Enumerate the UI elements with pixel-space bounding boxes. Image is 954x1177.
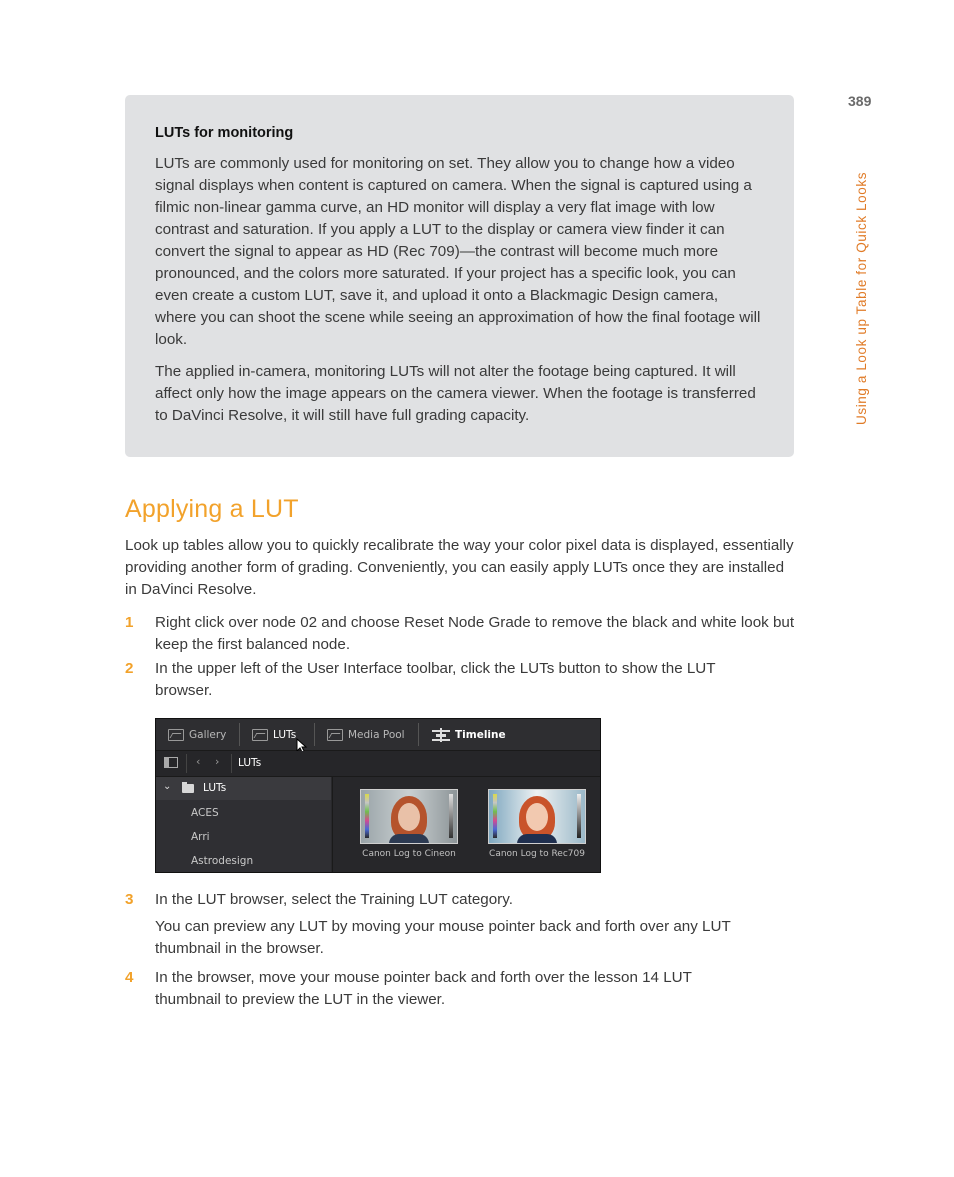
forward-arrow-icon[interactable]: › xyxy=(215,755,220,768)
callout-title: LUTs for monitoring xyxy=(155,125,294,141)
gallery-button[interactable] xyxy=(168,719,226,750)
tree-root-luts[interactable] xyxy=(156,777,331,800)
section-heading: Applying a LUT xyxy=(125,495,299,523)
toolbar-divider xyxy=(239,723,240,746)
step-number: 3 xyxy=(125,891,134,908)
luts-label: LUTs xyxy=(273,728,297,741)
step-3-note: You can preview any LUT by moving your mouse pointer back and forth over any LUT thumbnail in the browser. xyxy=(155,918,731,957)
pathbar-divider xyxy=(186,754,187,773)
callout-paragraph-2: The applied in-camera, monitoring LUTs will not alter the footage being captured. It will affect only how the image appears on the camera viewer. When the footage is transferred to DaVinci Resolve, it will still have full grading capacity. xyxy=(155,363,756,424)
tree-item-astrodesign[interactable]: Astrodesign xyxy=(191,855,254,867)
pathbar-divider xyxy=(231,754,232,773)
lut-thumbnail-canon-log-to-cineon[interactable] xyxy=(360,789,458,844)
scope-bar xyxy=(577,794,581,838)
step-3 xyxy=(125,889,795,911)
step-text: Right click over node 02 and choose Reset Node Grade to remove the black and white look but keep the first balanced node. xyxy=(155,614,795,653)
step-number: 2 xyxy=(125,660,134,677)
toolbar-divider xyxy=(418,723,419,746)
gallery-label: Gallery xyxy=(189,728,227,741)
section-intro: Look up tables allow you to quickly recalibrate the way your color pixel data is displayed, essentially providing another form of grading. Conveniently, you can easily apply LUTs once they are installed in DaVinci Resolve. xyxy=(125,537,794,598)
scope-bar xyxy=(449,794,453,838)
lut-browser-screenshot xyxy=(155,718,601,873)
timeline-icon xyxy=(432,728,450,742)
lut-tree xyxy=(156,777,331,873)
step-text: In the LUT browser, select the Training LUT category. xyxy=(155,891,513,908)
step-text: In the browser, move your mouse pointer back and forth over the lesson 14 LUT thumbnail to preview the LUT in the viewer. xyxy=(155,969,692,1008)
gallery-icon xyxy=(168,729,184,741)
chevron-down-icon[interactable]: ⌄ xyxy=(163,781,172,792)
lut-thumbnail-browser xyxy=(332,777,601,873)
tree-item-arri[interactable]: Arri xyxy=(191,831,210,843)
step-number: 4 xyxy=(125,969,134,986)
lut-thumbnail-canon-log-to-rec709[interactable] xyxy=(488,789,586,844)
timeline-button[interactable] xyxy=(432,719,506,750)
timeline-label: Timeline xyxy=(455,728,506,741)
side-chapter-title: Using a Look up Table for Quick Looks xyxy=(854,171,869,425)
step-4 xyxy=(125,967,795,1011)
step-1 xyxy=(125,612,795,656)
scope-bar xyxy=(493,794,497,838)
ui-path-bar xyxy=(156,751,600,777)
thumbnail-label: Canon Log to Cineon xyxy=(362,849,456,859)
media-pool-button[interactable] xyxy=(327,719,405,750)
tree-root-label: LUTs xyxy=(203,782,227,794)
luts-icon xyxy=(252,729,268,741)
step-number: 1 xyxy=(125,614,134,631)
media-pool-label: Media Pool xyxy=(348,728,405,741)
scope-bar xyxy=(365,794,369,838)
step-2 xyxy=(125,658,795,702)
tree-item-aces[interactable]: ACES xyxy=(191,807,219,819)
media-pool-icon xyxy=(327,729,343,741)
ui-toolbar xyxy=(156,719,600,751)
callout-paragraph-1: LUTs are commonly used for monitoring on set. They allow you to change how a video signal displays when content is captured on camera. When the signal is captured using a filmic non-linear gamma curve, an HD monitor will display a very flat image with low contrast and saturation. If you apply a LUT to the display or camera view finder it can convert the signal to appear as HD (Rec 709)—the contrast will become much more pronounced, and the colors more saturated. If your project has a specific look, you can even create a custom LUT, save it, and upload it onto a Blackmagic Design camera, where you can shoot the scene while seeing an approximation of how the final footage will look. xyxy=(155,155,761,348)
panel-toggle-icon[interactable] xyxy=(164,757,178,768)
toolbar-divider xyxy=(314,723,315,746)
path-label: LUTs xyxy=(238,757,262,769)
back-arrow-icon[interactable]: ‹ xyxy=(196,755,201,768)
step-text: In the upper left of the User Interface toolbar, click the LUTs button to show the LUT browser. xyxy=(155,660,716,699)
page-number: 389 xyxy=(848,93,872,109)
folder-icon xyxy=(182,784,194,793)
luts-button[interactable] xyxy=(252,719,296,750)
callout-box xyxy=(125,95,794,457)
thumbnail-label: Canon Log to Rec709 xyxy=(489,849,585,859)
